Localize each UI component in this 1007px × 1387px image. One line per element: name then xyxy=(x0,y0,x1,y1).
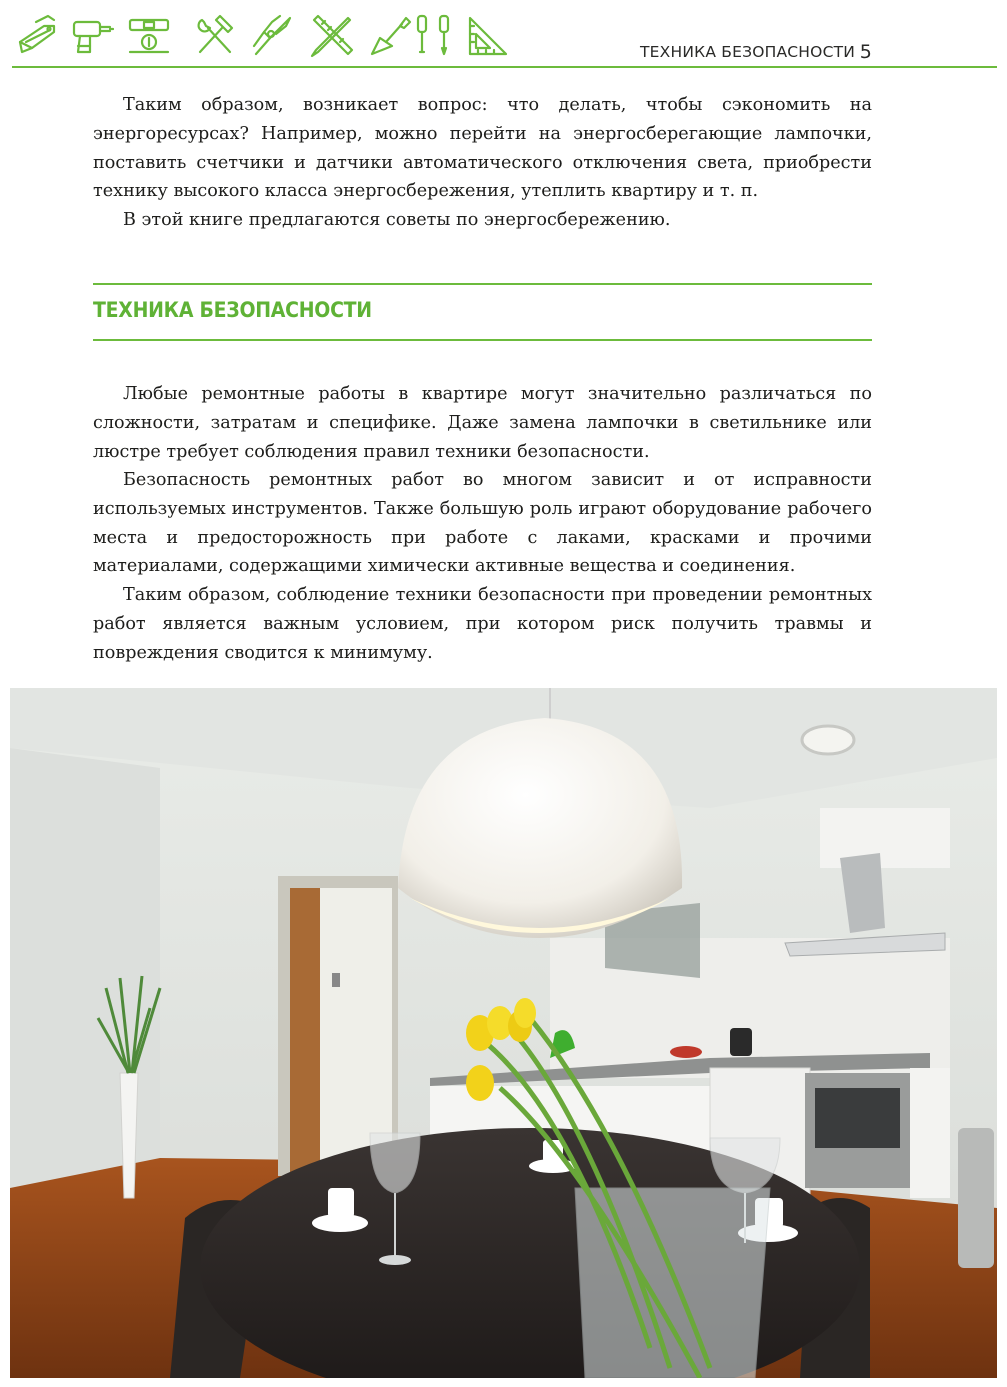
level-icon xyxy=(126,12,172,60)
ruler-saw-icon xyxy=(308,12,354,60)
trowel-icon xyxy=(366,12,412,60)
intro-paragraph: В этой книге предлагаются советы по энергосбережению. xyxy=(123,210,671,230)
drill-icon xyxy=(68,12,114,60)
swiss-knife-icon xyxy=(14,12,60,60)
section-rule-bottom xyxy=(93,339,872,341)
header-rule xyxy=(12,66,997,68)
section-paragraph: Любые ремонтные работы в квартире могут значительно различаться по сложности, затратам и специфике. Даже замена лампочки в светильнике или люстре требует соблюдения правил техники безопасности. xyxy=(93,384,872,462)
running-head xyxy=(640,40,872,64)
running-title: ТЕХНИКА БЕЗОПАСНОСТИ xyxy=(640,43,856,61)
page-number: 5 xyxy=(859,41,872,63)
section-paragraph: Безопасность ремонтных работ во многом зависит и от исправности используемых инструментов. Также большую роль играют оборудование рабочего места и предосторожность при работе с лаками, красками и прочими материалами, содержащими химически активные вещества и соединения. xyxy=(93,470,872,577)
set-square-icon xyxy=(464,12,510,60)
section-title: ТЕХНИКА БЕЗОПАСНОСТИ xyxy=(93,298,372,322)
screwdrivers-icon xyxy=(412,12,458,60)
kitchen-dining-room-photo xyxy=(10,688,997,1378)
header-icon-strip xyxy=(0,12,520,62)
section-rule-top xyxy=(93,283,872,285)
hammer-wrench-icon xyxy=(192,12,238,60)
intro-paragraph: Таким образом, возникает вопрос: что делать, чтобы сэкономить на энергоресурсах? Например, можно перейти на энергосберегающие лампочки, поставить счетчики и датчики автоматического отключения света, приобрести технику высокого класса энергосбережения, утеплить квартиру и т. п. xyxy=(93,95,872,202)
pliers-icon xyxy=(250,12,296,60)
section-paragraph: Таким образом, соблюдение техники безопасности при проведении ремонтных работ является важным условием, при котором риск получить травмы и повреждения сводится к минимуму. xyxy=(93,585,872,663)
